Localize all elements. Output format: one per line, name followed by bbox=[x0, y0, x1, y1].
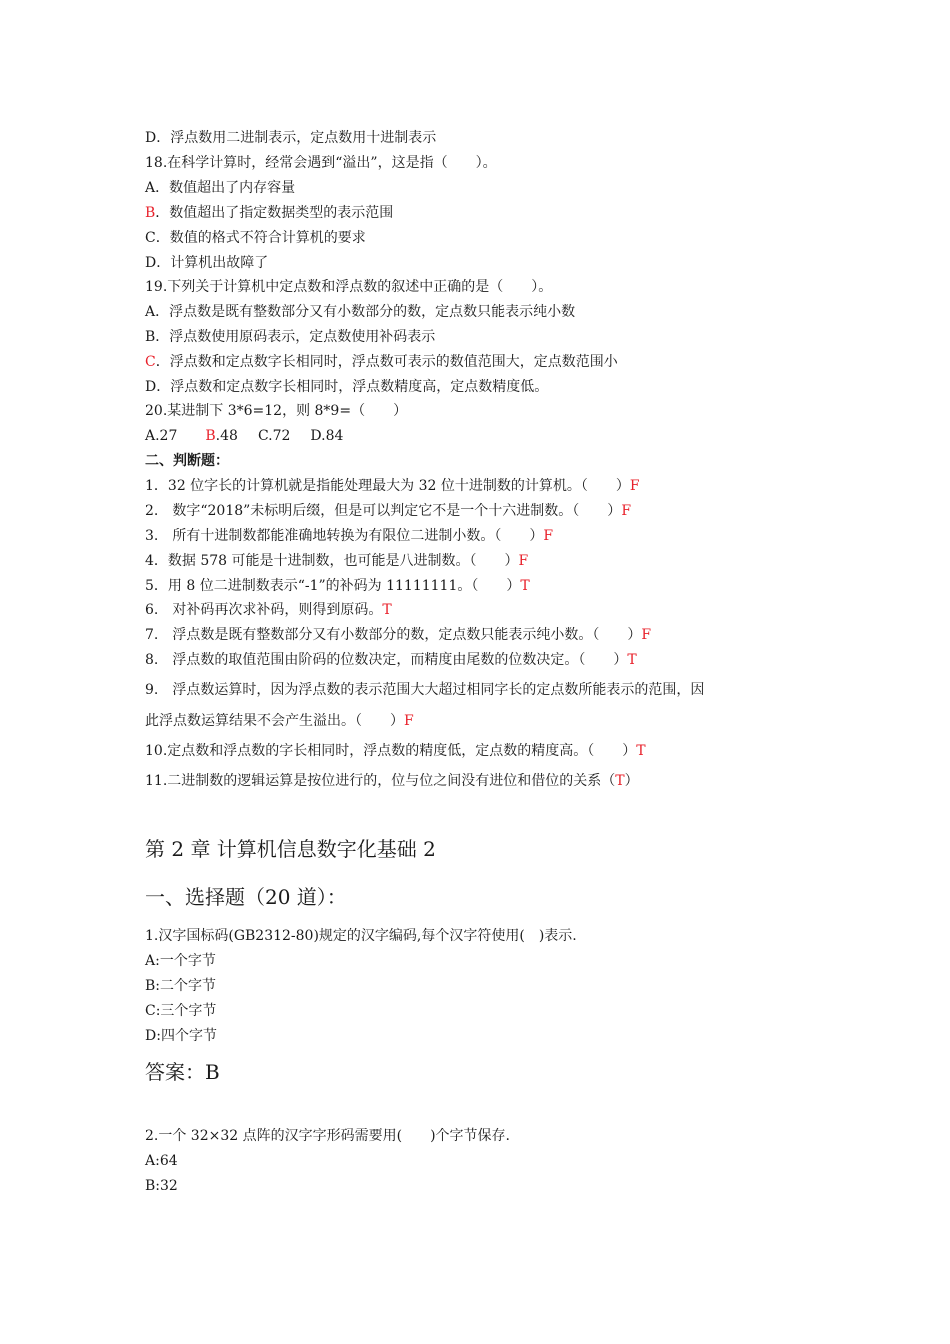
judge-answer: T bbox=[382, 602, 392, 618]
judge-item-text: 8. 浮点数的取值范围由阶码的位数决定，而精度由尾数的位数决定。（ ） bbox=[145, 652, 628, 668]
judge-item-text: 4．数据 578 可能是十进制数，也可能是八进制数。（ ） bbox=[145, 553, 519, 569]
c2q1-stem: 1.汉字国标码(GB2312-80)规定的汉字编码,每个汉字符使用( )表示. bbox=[145, 928, 577, 944]
judge-answer: T bbox=[636, 743, 646, 759]
judge-item-text: 此浮点数运算结果不会产生溢出。（ ） bbox=[145, 713, 404, 729]
judge-answer: F bbox=[543, 528, 554, 544]
q19-option-b: B．浮点数使用原码表示，定点数使用补码表示 bbox=[145, 329, 436, 345]
judge-item-text: 7. 浮点数是既有整数部分又有小数部分的数，定点数只能表示纯小数。（ ） bbox=[145, 627, 642, 643]
q20-option-b-text: .48 bbox=[215, 428, 238, 444]
c2q1-option-c: C:三个字节 bbox=[145, 1003, 217, 1019]
c2q1-option-d: D:四个字节 bbox=[145, 1028, 217, 1044]
judge-item-10 bbox=[145, 741, 646, 761]
judge-item-text: 11.二进制数的逻辑运算是按位进行的，位与位之间没有进位和借位的关系（ bbox=[145, 773, 616, 789]
judge-item-7 bbox=[145, 625, 651, 645]
judge-answer: T bbox=[520, 578, 530, 594]
judge-answer: F bbox=[404, 713, 414, 729]
c2q2-stem: 2.一个 32×32 点阵的汉字字形码需要用( )个字节保存. bbox=[145, 1128, 510, 1144]
judge-answer: F bbox=[621, 503, 632, 519]
q17-option-d: D．浮点数用二进制表示，定点数用十进制表示 bbox=[145, 130, 437, 146]
judge-answer: T bbox=[627, 652, 637, 668]
q18-option-a: A．数值超出了内存容量 bbox=[145, 180, 296, 196]
judge-item-11 bbox=[145, 771, 639, 791]
judge-item-close: ） bbox=[624, 773, 639, 789]
judge-item-6 bbox=[145, 600, 392, 620]
q19-stem: 19.下列关于计算机中定点数和浮点数的叙述中正确的是（ ）。 bbox=[145, 279, 553, 295]
judge-item-9-line-2 bbox=[145, 711, 414, 731]
judge-item-3 bbox=[145, 526, 553, 546]
c2q2-option-b: B:32 bbox=[145, 1178, 178, 1194]
judge-heading: 二、判断题： bbox=[145, 453, 229, 469]
q19-option-c-text: ．浮点数和定点数字长相同时，浮点数可表示的数值范围大，定点数范围小 bbox=[155, 354, 618, 370]
judge-answer: F bbox=[518, 553, 529, 569]
q19-option-d: D．浮点数和定点数字长相同时，浮点数精度高，定点数精度低。 bbox=[145, 379, 549, 395]
q20-option-a: A.27 bbox=[145, 428, 178, 444]
judge-answer: F bbox=[629, 478, 640, 494]
q20-options bbox=[145, 426, 343, 446]
section-heading: 一、选择题（20 道）： bbox=[145, 885, 347, 909]
q18-correct-letter: B bbox=[145, 205, 156, 221]
judge-item-5 bbox=[145, 576, 530, 596]
q18-option-d: D．计算机出故障了 bbox=[145, 255, 269, 271]
q19-option-c bbox=[145, 352, 618, 372]
judge-item-8 bbox=[145, 650, 637, 670]
q20-option-c: C.72 bbox=[257, 428, 291, 444]
q20-stem: 20.某进制下 3*6=12，则 8*9=（ ） bbox=[145, 403, 408, 419]
judge-item-text: 6. 对补码再次求补码，则得到原码。 bbox=[145, 602, 383, 618]
q18-stem: 18.在科学计算时，经常会遇到“溢出”，这是指（ ）。 bbox=[145, 155, 497, 171]
judge-item-text: 5．用 8 位二进制数表示“-1”的补码为 11111111。（ ） bbox=[145, 578, 521, 594]
judge-answer: T bbox=[615, 773, 625, 789]
q18-option-b-text: ．数值超出了指定数据类型的表示范围 bbox=[155, 205, 394, 221]
c2q1-answer: 答案：B bbox=[145, 1060, 220, 1084]
c2q2-option-a: A:64 bbox=[145, 1153, 178, 1169]
judge-item-1 bbox=[145, 476, 640, 496]
judge-item-4 bbox=[145, 551, 528, 571]
judge-item-text: 10.定点数和浮点数的字长相同时，浮点数的精度低，定点数的精度高。（ ） bbox=[145, 743, 637, 759]
q19-option-a: A．浮点数是既有整数部分又有小数部分的数，定点数只能表示纯小数 bbox=[145, 304, 576, 320]
chapter-title: 第 2 章 计算机信息数字化基础 2 bbox=[145, 837, 436, 861]
judge-item-9-line-1: 9. 浮点数运算时，因为浮点数的表示范围大大超过相同字长的定点数所能表示的范围，因 bbox=[145, 682, 705, 698]
judge-item-text: 1．32 位字长的计算机就是指能处理最大为 32 位十进制数的计算机。（ ） bbox=[145, 478, 630, 494]
q20-option-d: D.84 bbox=[310, 428, 344, 444]
q19-correct-letter: C bbox=[145, 354, 156, 370]
q18-option-b bbox=[145, 203, 393, 223]
c2q1-option-a: A:一个字节 bbox=[145, 953, 216, 969]
judge-item-2 bbox=[145, 501, 631, 521]
judge-item-text: 2. 数字“2018”未标明后缀，但是可以判定它不是一个十六进制数。（ ） bbox=[145, 503, 622, 519]
q18-option-c: C．数值的格式不符合计算机的要求 bbox=[145, 230, 366, 246]
judge-item-text: 3. 所有十进制数都能准确地转换为有限位二进制小数。（ ） bbox=[145, 528, 544, 544]
c2q1-option-b: B:二个字节 bbox=[145, 978, 217, 994]
q20-correct-letter: B bbox=[205, 428, 216, 444]
judge-answer: F bbox=[641, 627, 652, 643]
